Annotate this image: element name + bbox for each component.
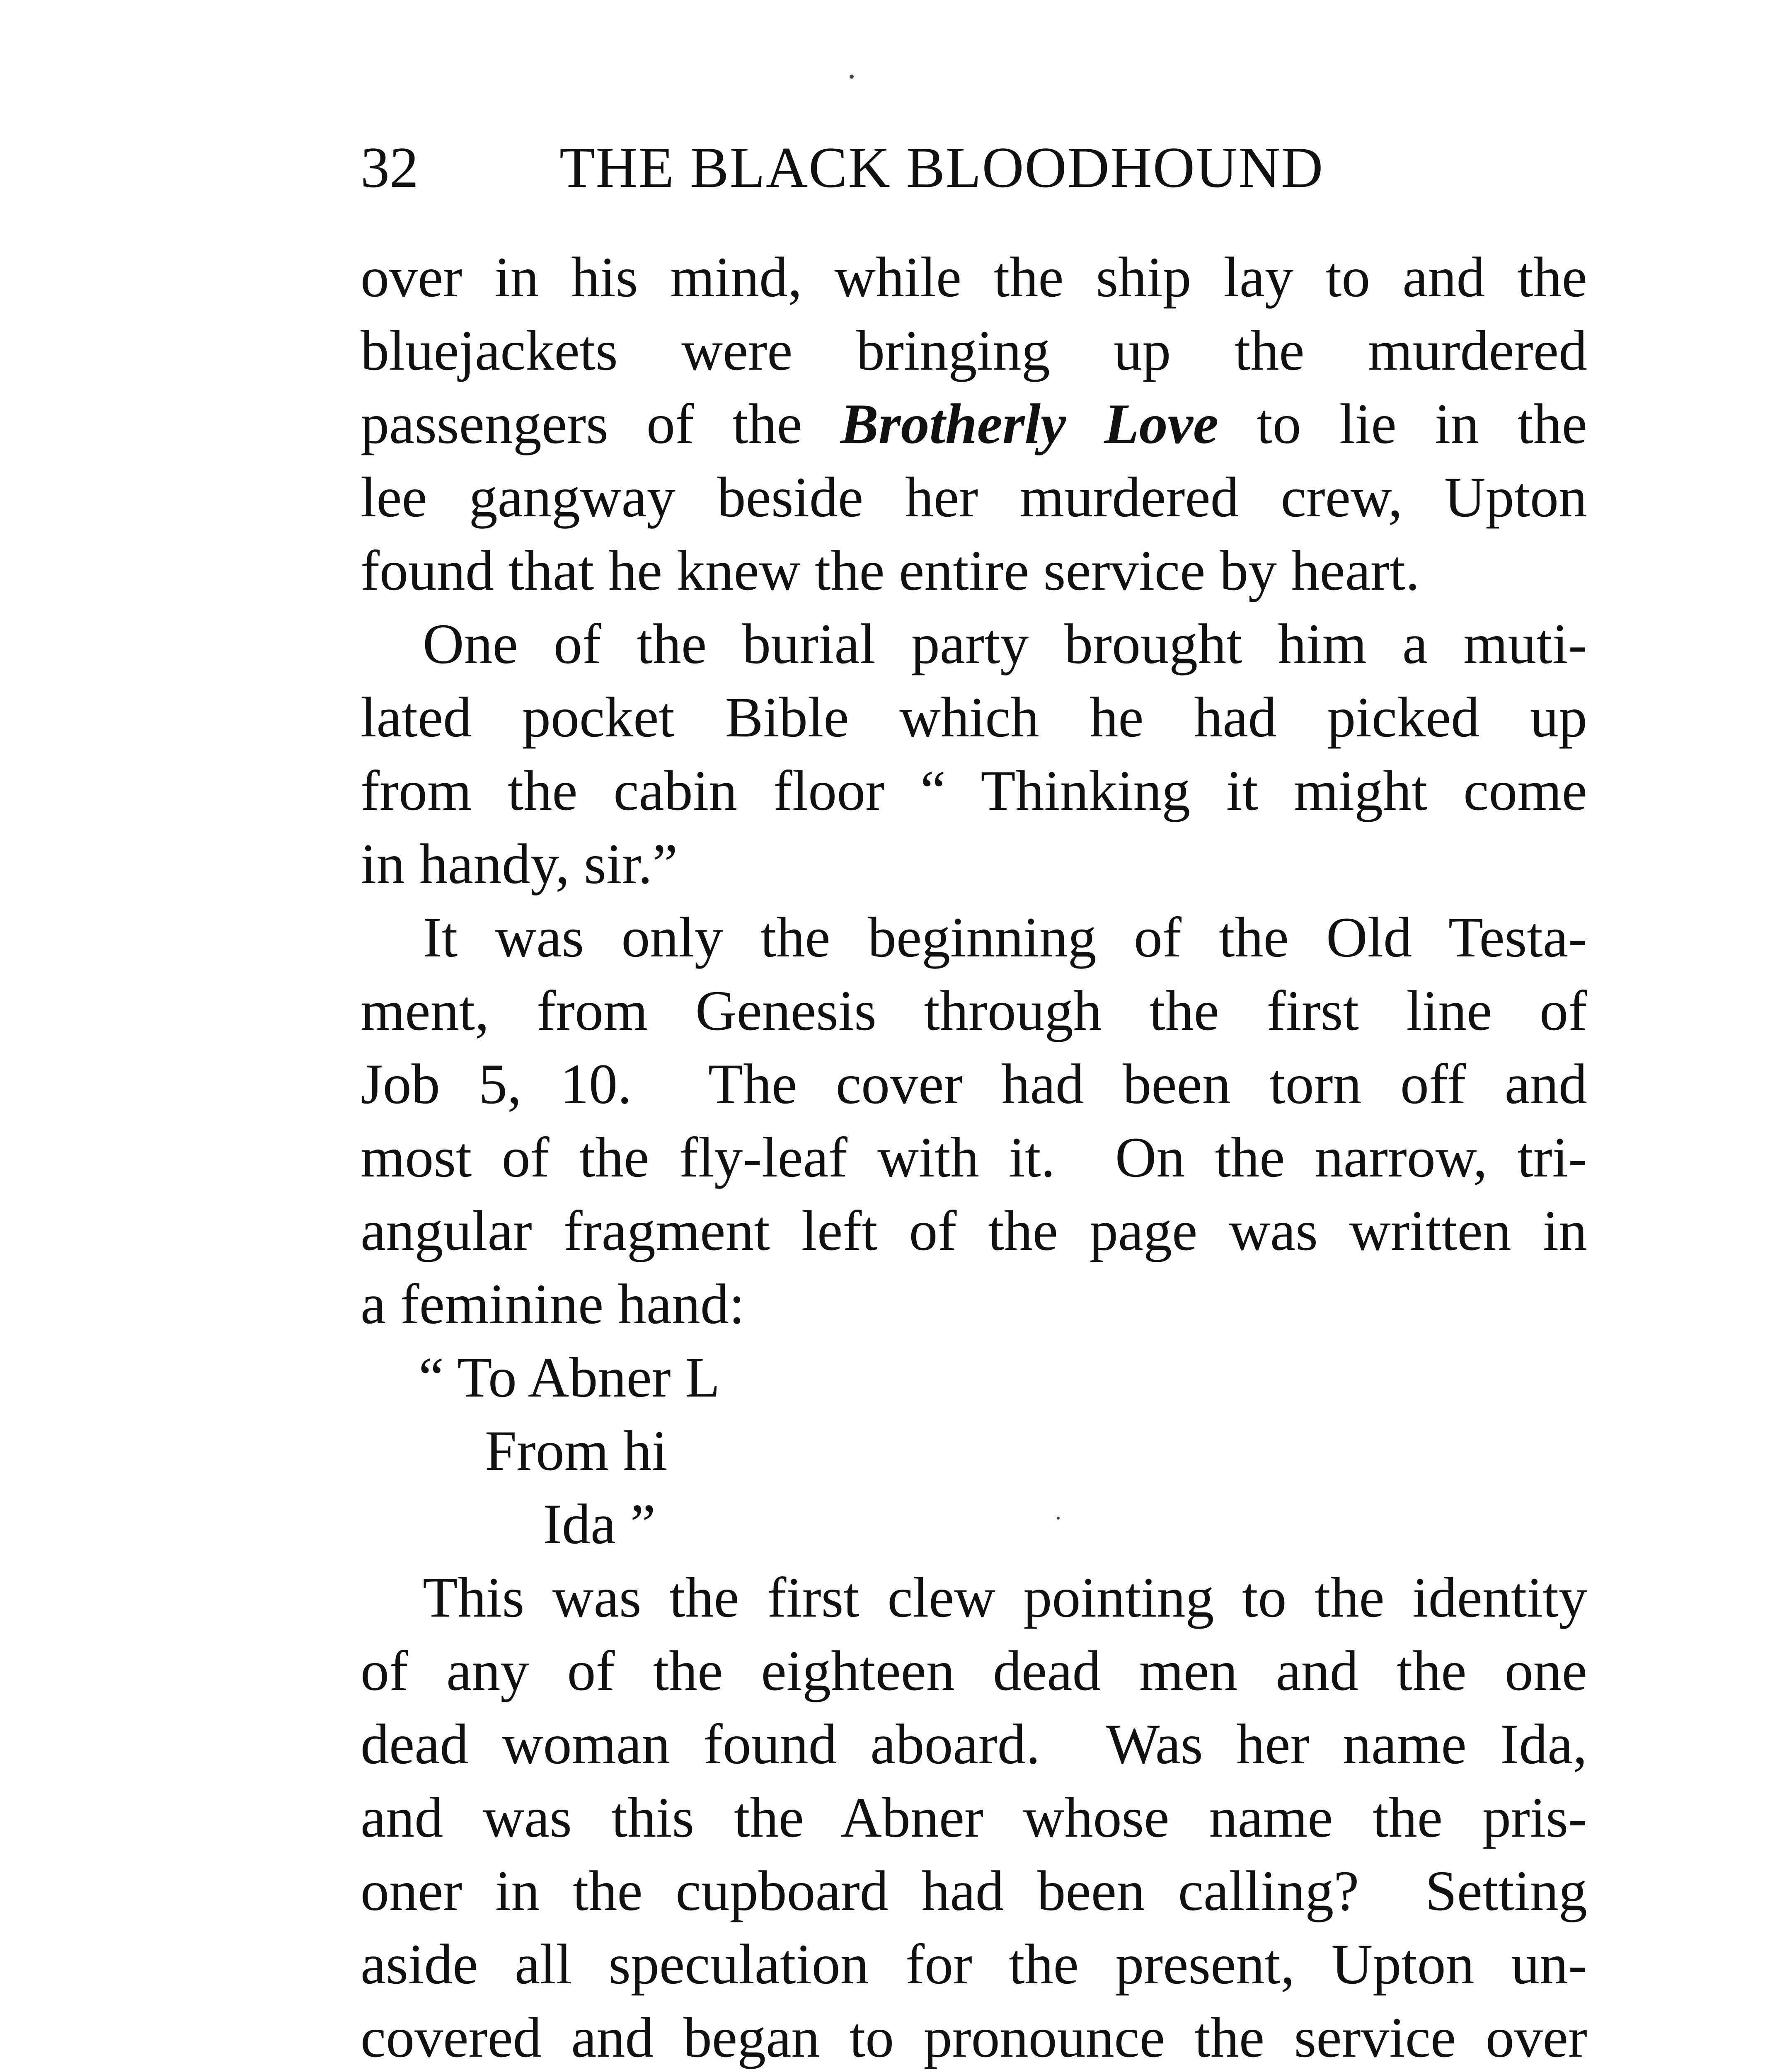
text-line: It was only the beginning of the Old Testa- (423, 905, 1587, 969)
text-line: Job 5, 10. The cover had been torn off and (361, 1052, 1587, 1116)
text-line: lee gangway beside her murdered crew, Upton (361, 465, 1587, 529)
text-line: and was this the Abner whose name the pris- (361, 1786, 1587, 1849)
paragraph (361, 1561, 1587, 2072)
paragraph (361, 900, 1587, 1341)
text-line: oner in the cupboard had been calling? Setting (361, 1859, 1587, 1922)
dedication-line: “ To Abner L (419, 1346, 720, 1409)
text-line: dead woman found aboard. Was her name Ida, (361, 1712, 1587, 1776)
text-line: aside all speculation for the present, Upton un- (361, 1932, 1587, 1996)
print-speck (850, 75, 854, 79)
text-line: found that he knew the entire service by heart. (361, 539, 1420, 602)
text-line: ment, from Genesis through the first line of (361, 979, 1587, 1042)
dedication-line: Ida ” (543, 1492, 656, 1556)
text-line: in handy, sir.” (361, 832, 678, 896)
text-line (361, 387, 1587, 460)
paragraph (361, 240, 1587, 607)
dedication (361, 1341, 1587, 1561)
paragraph (361, 607, 1587, 900)
text-line: of any of the eighteen dead men and the one (361, 1639, 1587, 1702)
text-line: over in his mind, while the ship lay to and the (361, 245, 1587, 309)
running-head (361, 137, 1583, 199)
text-fragment: to lie in the (1257, 392, 1587, 455)
text-line: lated pocket Bible which he had picked up (361, 685, 1587, 749)
text-line: covered and began to pronounce the service over (361, 2006, 1587, 2069)
text-line: a feminine hand: (361, 1272, 745, 1336)
text-line: most of the fly-leaf with it. On the narrow, tri- (361, 1126, 1587, 1189)
text-line: from the cabin floor “ Thinking it might come (361, 759, 1587, 822)
text-fragment: passengers of the (361, 392, 840, 455)
text-line: bluejackets were bringing up the murdered (361, 319, 1587, 382)
text-line: This was the first clew pointing to the identity (423, 1566, 1587, 1629)
text-line: One of the burial party brought him a muti- (423, 612, 1587, 675)
body-text (361, 240, 1587, 2072)
dedication-line: From hi (485, 1419, 668, 1482)
running-title: THE BLACK BLOODHOUND (559, 136, 1324, 200)
ship-name: Brotherly Love (840, 392, 1219, 455)
page-number: 32 (361, 136, 419, 200)
text-line: angular fragment left of the page was written in (361, 1199, 1587, 1262)
